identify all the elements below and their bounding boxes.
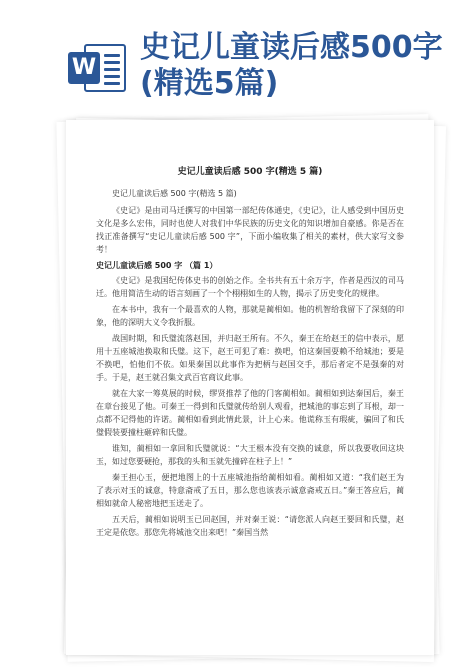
- body-paragraph: 秦王担心玉，便把地图上的十五座城池指给蔺相如看。蔺相如又道：“我们赵王为了表示对玉的诚意，特意斋戒了五日，那么您也该表示诚意斋戒五日。”秦王答应后，蔺相如就命人秘密地把玉送走了。: [96, 473, 404, 508]
- document-title: 史记儿童读后感 500 字(精选 5 篇): [177, 167, 323, 177]
- icon-line: [104, 54, 120, 57]
- word-icon: [68, 40, 126, 96]
- body-paragraph: 在本书中，我有一个最喜欢的人物，那就是蔺相如。他的机智给我留下了深刻的印象，他的深明大义令我折服。: [96, 305, 404, 327]
- body-paragraph: 战国时期，和氏璧流落赵国，并归赵王所有。不久，秦王在给赵王的信中表示，愿用十五座城池换取和氏璧。这下，赵王可犯了难：换吧，怕这秦国耍赖不给城池；要是不换吧，怕他们不依。如果秦国以此事作为把柄与赵国交手，那后者定不是强秦的对手。于是，赵王就召集文武百官商议此事。: [96, 334, 404, 382]
- icon-line: [104, 68, 120, 71]
- body-paragraph: 五天后，蔺相如说明玉已回赵国，并对秦王说：“请您派人向赵王要回和氏璧，赵王定是依您。那您先将城池交出来吧！”秦国当然: [96, 515, 404, 537]
- header-banner: [0, 0, 474, 118]
- icon-line: [104, 75, 120, 78]
- body-paragraph: 谁知，蔺相如一拿回和氏璧就说：“大王根本没有交换的诚意，所以我要收回这块玉，如过您要硬抢，那我的头和玉就先撞碎在柱子上！”: [96, 444, 404, 466]
- body-paragraph: 《史记》是我国纪传体史书的创始之作。全书共有五十余万字，作者是西汉的司马迁。他用简洁生动的语言刻画了一个个栩栩如生的人物，揭示了历史变化的规律。: [96, 276, 404, 298]
- section-heading: 史记儿童读后感 500 字 （篇 1）: [96, 261, 218, 270]
- document-page: [66, 120, 434, 655]
- body-paragraph: 就在大家一筹莫展的时候，缪贤推荐了他的门客蔺相如。蔺相如到达秦国后，秦王在章台接见了他。可秦王一得到和氏璧就传给别人观看，把城池的事忘到了耳根，却一点都不记得他的许诺。蔺相如看到此情此景，计上心来。他谎称玉有瑕疵，骗回了和氏璧假装要撞柱砸碎和氏璧。: [96, 389, 404, 437]
- icon-line: [104, 82, 120, 85]
- intro-paragraph: 《史记》是由司马迁撰写的中国第一部纪传体通史，《史记》，让人感受到中国历史文化是多么宏伟，同时也使人对我们中华民族的历史文化的知识增加自豪感。你是否在找正准备撰写“史记儿童读后感 500 字”，下面小编收集了相关的素材，供大家写文参考！: [96, 206, 404, 254]
- icon-line: [104, 61, 120, 64]
- page-title: 史记儿童读后感500字(精选5篇): [140, 30, 443, 101]
- word-letter-badge: W: [68, 52, 100, 84]
- intro-line: 史记儿童读后感 500 字(精选 5 篇): [112, 189, 237, 198]
